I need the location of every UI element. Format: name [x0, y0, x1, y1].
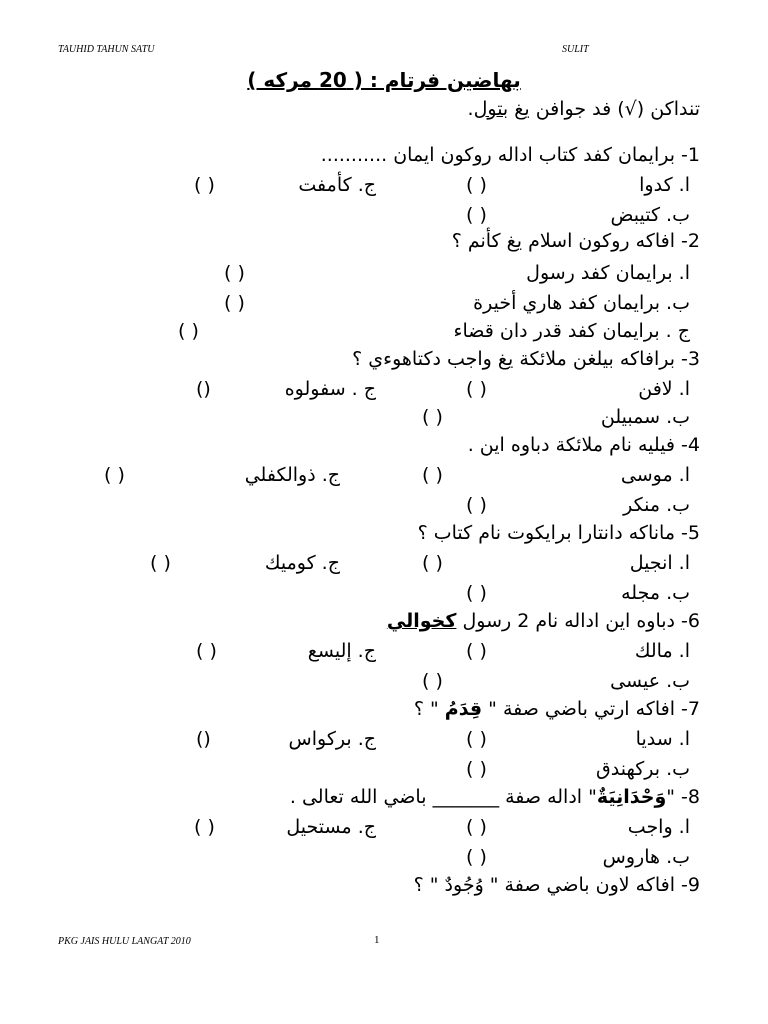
q5-answer-box-a[interactable]: ( ) [422, 552, 443, 574]
q2-answer-box-a[interactable]: ( ) [224, 262, 245, 284]
q5-option-a: ا. انجيل [629, 552, 690, 574]
question-9: 9- افاكه لاون باضي صفة " وُجُودٌ " ؟ [413, 874, 700, 896]
q6-answer-box-c[interactable]: ( ) [196, 640, 217, 662]
q7-option-a: ا. سديا [635, 728, 690, 750]
q7-emphasis: قِدَمُ [444, 698, 483, 720]
q4-option-a: ا. موسى [620, 464, 690, 486]
q7-answer-box-b[interactable]: ( ) [466, 758, 487, 780]
q8-text-end: باضي الله تعالى . [289, 786, 433, 808]
q3-option-c: ج . سفولوه [284, 378, 376, 400]
q5-answer-box-b[interactable]: ( ) [466, 582, 487, 604]
section-title: بهاضين فرتام : ( 20 مركه ) [247, 68, 521, 92]
q8-answer-box-a[interactable]: ( ) [466, 816, 487, 838]
question-2: 2- افاكه روكون اسلام يغ كأنم ؟ [451, 230, 700, 252]
page-number: 1 [374, 934, 380, 946]
q1-option-b: ب. كتيبض [610, 204, 690, 226]
instruction [468, 98, 700, 120]
q6-answer-box-a[interactable]: ( ) [466, 640, 487, 662]
q7-text-end: " ؟ [413, 698, 445, 720]
q5-option-b: ب. مجله [621, 582, 690, 604]
q3-option-a: ا. لافن [638, 378, 690, 400]
q2-option-a: ا. برايمان كفد رسول [526, 262, 690, 284]
q2-answer-box-b[interactable]: ( ) [224, 292, 245, 314]
q3-option-b: ب. سمبيلن [600, 406, 690, 428]
question-8 [290, 786, 700, 816]
question-3: 3- برافاكه بيلغن ملائكة يغ واجب دكتاهوءي ؟ [352, 348, 700, 370]
q7-text: 7- افاكه ارتي باضي صفة " [482, 698, 700, 720]
q8-option-a: ا. واجب [627, 816, 690, 838]
q8-blank: _______ [432, 786, 500, 808]
q6-option-c: ج. إليسع [307, 640, 376, 662]
q7-answer-box-a[interactable]: ( ) [466, 728, 487, 750]
q8-text: 8- " [666, 786, 700, 808]
q1-option-c: ج. كأمفت [298, 174, 376, 196]
q8-answer-box-b[interactable]: ( ) [466, 846, 487, 868]
q8-option-b: ب. هاروس [602, 846, 690, 868]
q1-answer-box-b[interactable]: ( ) [466, 204, 487, 226]
q2-option-c: ج . برايمان كفد قدر دان قضاء [453, 320, 690, 342]
q6-option-a: ا. مالك [634, 640, 690, 662]
instruction-text: تنداكن (√) فد جوافن يغ [508, 98, 700, 120]
q6-text: 6- دباوه اين اداله نام 2 رسول [456, 610, 700, 632]
q7-option-c: ج. بركواس [288, 728, 376, 750]
q8-text-mid: " اداله صفة [499, 786, 597, 808]
header-subject: TAUHID TAHUN SATU [58, 44, 155, 55]
q6-emphasis: كخوالي [386, 610, 457, 632]
q5-option-c: ج. كوميك [264, 552, 340, 574]
footer-source: PKG JAIS HULU LANGAT 2010 [58, 936, 191, 947]
q4-option-c: ج. ذوالكفلي [244, 464, 340, 486]
q6-answer-box-b[interactable]: ( ) [422, 670, 443, 692]
q4-answer-box-a[interactable]: ( ) [422, 464, 443, 486]
q5-answer-box-c[interactable]: ( ) [150, 552, 171, 574]
q1-option-a: ا. كدوا [639, 174, 690, 196]
q8-emphasis: وَحْدَانِيَةٌ [596, 786, 667, 808]
q4-option-b: ب. منكر [623, 494, 690, 516]
header-classification: SULIT [562, 44, 589, 55]
q2-option-b: ب. برايمان كفد هاري أخيرة [473, 292, 690, 314]
q3-answer-box-c[interactable]: () [196, 378, 211, 400]
instruction-underlined: بتول [473, 98, 509, 120]
question-5: 5- ماناكه دانتارا برايكوت نام كتاب ؟ [417, 522, 700, 544]
question-6 [387, 610, 700, 640]
q1-answer-box-c[interactable]: ( ) [194, 174, 215, 196]
q6-option-b: ب. عيسى [610, 670, 690, 692]
q7-answer-box-c[interactable]: () [196, 728, 211, 750]
q7-option-b: ب. بركهندق [596, 758, 690, 780]
question-4: 4- فيليه نام ملائكة دباوه اين . [467, 434, 700, 456]
q4-answer-box-b[interactable]: ( ) [466, 494, 487, 516]
q8-option-c: ج. مستحيل [286, 816, 376, 838]
q8-answer-box-c[interactable]: ( ) [194, 816, 215, 838]
q3-answer-box-a[interactable]: ( ) [466, 378, 487, 400]
q4-answer-box-c[interactable]: ( ) [104, 464, 125, 486]
q1-answer-box-a[interactable]: ( ) [466, 174, 487, 196]
q3-answer-box-b[interactable]: ( ) [422, 406, 443, 428]
instruction-end: . [467, 98, 474, 120]
question-1: 1- برايمان كفد كتاب اداله روكون ايمان ........... [320, 144, 700, 166]
question-7 [414, 698, 700, 728]
q2-answer-box-c[interactable]: ( ) [178, 320, 199, 342]
